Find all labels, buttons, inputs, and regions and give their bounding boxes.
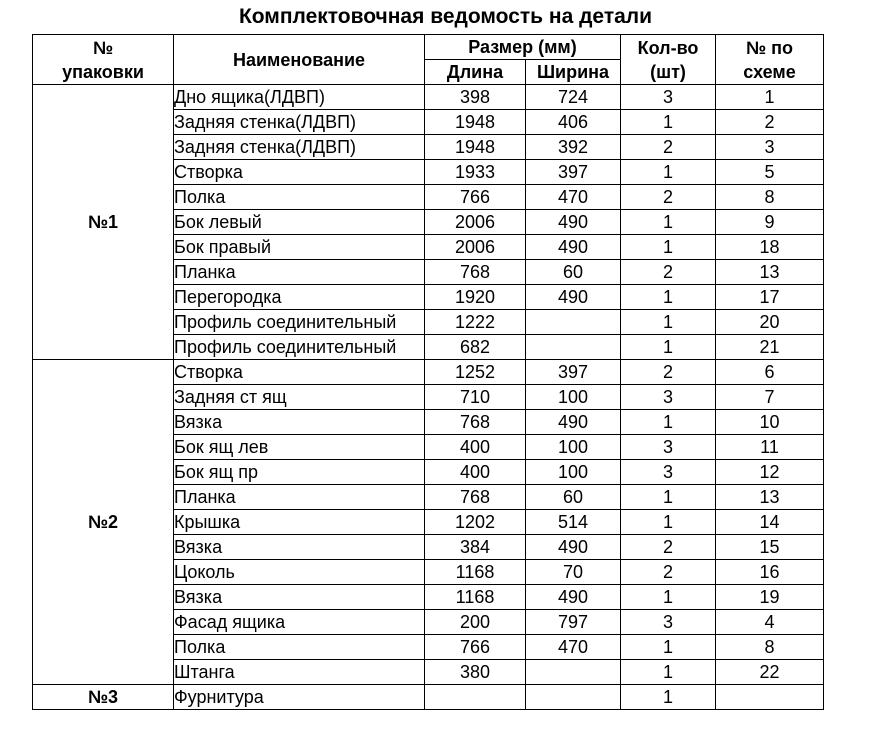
quantity-cell: 2 <box>621 185 716 210</box>
length-cell: 768 <box>425 260 526 285</box>
width-cell: 490 <box>526 285 621 310</box>
quantity-cell: 3 <box>621 610 716 635</box>
part-name-cell: Планка <box>174 485 425 510</box>
part-name-cell: Полка <box>174 635 425 660</box>
part-name-cell: Створка <box>174 360 425 385</box>
part-name-cell: Цоколь <box>174 560 425 585</box>
length-cell: 768 <box>425 485 526 510</box>
header-package-line1: № <box>92 37 114 58</box>
scheme-ref-cell: 20 <box>716 310 824 335</box>
scheme-ref-cell: 18 <box>716 235 824 260</box>
scheme-ref-cell: 3 <box>716 135 824 160</box>
header-qty <box>621 35 716 85</box>
length-cell: 710 <box>425 385 526 410</box>
width-cell: 406 <box>526 110 621 135</box>
package-label: №1 <box>33 85 174 360</box>
scheme-ref-cell: 5 <box>716 160 824 185</box>
table-row <box>33 685 824 710</box>
header-width: Ширина <box>526 60 621 85</box>
package-label: №3 <box>33 685 174 710</box>
length-cell: 384 <box>425 535 526 560</box>
width-cell: 490 <box>526 535 621 560</box>
table-row <box>33 360 824 385</box>
scheme-ref-cell: 8 <box>716 185 824 210</box>
quantity-cell: 1 <box>621 160 716 185</box>
header-size: Размер (мм) <box>425 35 621 60</box>
package-label: №2 <box>33 360 174 685</box>
length-cell: 1202 <box>425 510 526 535</box>
length-cell: 1948 <box>425 110 526 135</box>
width-cell <box>526 685 621 710</box>
part-name-cell: Полка <box>174 185 425 210</box>
part-name-cell: Бок ящ пр <box>174 460 425 485</box>
scheme-ref-cell: 14 <box>716 510 824 535</box>
quantity-cell: 1 <box>621 410 716 435</box>
scheme-ref-cell: 9 <box>716 210 824 235</box>
scheme-ref-cell <box>716 685 824 710</box>
width-cell: 490 <box>526 410 621 435</box>
quantity-cell: 1 <box>621 110 716 135</box>
quantity-cell: 1 <box>621 485 716 510</box>
part-name-cell: Задняя ст ящ <box>174 385 425 410</box>
header-ref-line2: схеме <box>743 61 796 82</box>
scheme-ref-cell: 11 <box>716 435 824 460</box>
part-name-cell: Створка <box>174 160 425 185</box>
quantity-cell: 3 <box>621 435 716 460</box>
quantity-cell: 1 <box>621 660 716 685</box>
quantity-cell: 2 <box>621 260 716 285</box>
length-cell: 1933 <box>425 160 526 185</box>
length-cell: 682 <box>425 335 526 360</box>
part-name-cell: Фасад ящика <box>174 610 425 635</box>
quantity-cell: 2 <box>621 560 716 585</box>
width-cell: 490 <box>526 235 621 260</box>
table-row <box>33 85 824 110</box>
length-cell: 400 <box>425 435 526 460</box>
length-cell: 1948 <box>425 135 526 160</box>
width-cell: 797 <box>526 610 621 635</box>
scheme-ref-cell: 6 <box>716 360 824 385</box>
part-name-cell: Профиль соединительный <box>174 335 425 360</box>
table-body <box>33 85 824 710</box>
length-cell: 1168 <box>425 585 526 610</box>
length-cell: 2006 <box>425 210 526 235</box>
part-name-cell: Дно ящика(ЛДВП) <box>174 85 425 110</box>
width-cell <box>526 310 621 335</box>
scheme-ref-cell: 10 <box>716 410 824 435</box>
part-name-cell: Перегородка <box>174 285 425 310</box>
width-cell: 397 <box>526 160 621 185</box>
quantity-cell: 1 <box>621 235 716 260</box>
header-qty-line1: Кол-во <box>637 37 699 58</box>
part-name-cell: Крышка <box>174 510 425 535</box>
scheme-ref-cell: 16 <box>716 560 824 585</box>
quantity-cell: 1 <box>621 210 716 235</box>
document-title: Комплектовочная ведомость на детали <box>238 5 653 28</box>
part-name-cell: Штанга <box>174 660 425 685</box>
width-cell: 397 <box>526 360 621 385</box>
scheme-ref-cell: 8 <box>716 635 824 660</box>
length-cell <box>425 685 526 710</box>
width-cell: 490 <box>526 585 621 610</box>
part-name-cell: Вязка <box>174 410 425 435</box>
part-name-cell: Задняя стенка(ЛДВП) <box>174 135 425 160</box>
scheme-ref-cell: 12 <box>716 460 824 485</box>
width-cell: 100 <box>526 460 621 485</box>
length-cell: 766 <box>425 635 526 660</box>
quantity-cell: 2 <box>621 135 716 160</box>
width-cell: 470 <box>526 185 621 210</box>
quantity-cell: 2 <box>621 535 716 560</box>
quantity-cell: 3 <box>621 385 716 410</box>
width-cell: 100 <box>526 435 621 460</box>
scheme-ref-cell: 13 <box>716 260 824 285</box>
length-cell: 2006 <box>425 235 526 260</box>
width-cell: 100 <box>526 385 621 410</box>
length-cell: 768 <box>425 410 526 435</box>
width-cell: 60 <box>526 260 621 285</box>
width-cell: 490 <box>526 210 621 235</box>
quantity-cell: 1 <box>621 285 716 310</box>
width-cell <box>526 335 621 360</box>
scheme-ref-cell: 4 <box>716 610 824 635</box>
width-cell: 724 <box>526 85 621 110</box>
part-name-cell: Бок ящ лев <box>174 435 425 460</box>
quantity-cell: 2 <box>621 360 716 385</box>
scheme-ref-cell: 13 <box>716 485 824 510</box>
scheme-ref-cell: 2 <box>716 110 824 135</box>
length-cell: 1222 <box>425 310 526 335</box>
length-cell: 200 <box>425 610 526 635</box>
quantity-cell: 1 <box>621 685 716 710</box>
width-cell <box>526 660 621 685</box>
scheme-ref-cell: 19 <box>716 585 824 610</box>
header-package <box>33 35 174 85</box>
length-cell: 400 <box>425 460 526 485</box>
width-cell: 60 <box>526 485 621 510</box>
length-cell: 380 <box>425 660 526 685</box>
part-name-cell: Бок правый <box>174 235 425 260</box>
scheme-ref-cell: 17 <box>716 285 824 310</box>
width-cell: 70 <box>526 560 621 585</box>
part-name-cell: Бок левый <box>174 210 425 235</box>
quantity-cell: 1 <box>621 510 716 535</box>
quantity-cell: 1 <box>621 335 716 360</box>
part-name-cell: Вязка <box>174 535 425 560</box>
header-length: Длина <box>425 60 526 85</box>
width-cell: 514 <box>526 510 621 535</box>
part-name-cell: Фурнитура <box>174 685 425 710</box>
width-cell: 470 <box>526 635 621 660</box>
part-name-cell: Задняя стенка(ЛДВП) <box>174 110 425 135</box>
scheme-ref-cell: 21 <box>716 335 824 360</box>
quantity-cell: 1 <box>621 585 716 610</box>
length-cell: 398 <box>425 85 526 110</box>
parts-table <box>32 34 824 710</box>
part-name-cell: Профиль соединительный <box>174 310 425 335</box>
scheme-ref-cell: 7 <box>716 385 824 410</box>
quantity-cell: 3 <box>621 460 716 485</box>
part-name-cell: Вязка <box>174 585 425 610</box>
header-qty-line2: (шт) <box>650 61 686 82</box>
quantity-cell: 1 <box>621 310 716 335</box>
header-package-line2: упаковки <box>62 61 144 82</box>
part-name-cell: Планка <box>174 260 425 285</box>
length-cell: 1920 <box>425 285 526 310</box>
scheme-ref-cell: 1 <box>716 85 824 110</box>
width-cell: 392 <box>526 135 621 160</box>
header-ref <box>716 35 824 85</box>
scheme-ref-cell: 15 <box>716 535 824 560</box>
length-cell: 1252 <box>425 360 526 385</box>
quantity-cell: 3 <box>621 85 716 110</box>
header-name: Наименование <box>174 35 425 85</box>
scheme-ref-cell: 22 <box>716 660 824 685</box>
length-cell: 1168 <box>425 560 526 585</box>
quantity-cell: 1 <box>621 635 716 660</box>
header-ref-line1: № по <box>746 37 793 58</box>
length-cell: 766 <box>425 185 526 210</box>
